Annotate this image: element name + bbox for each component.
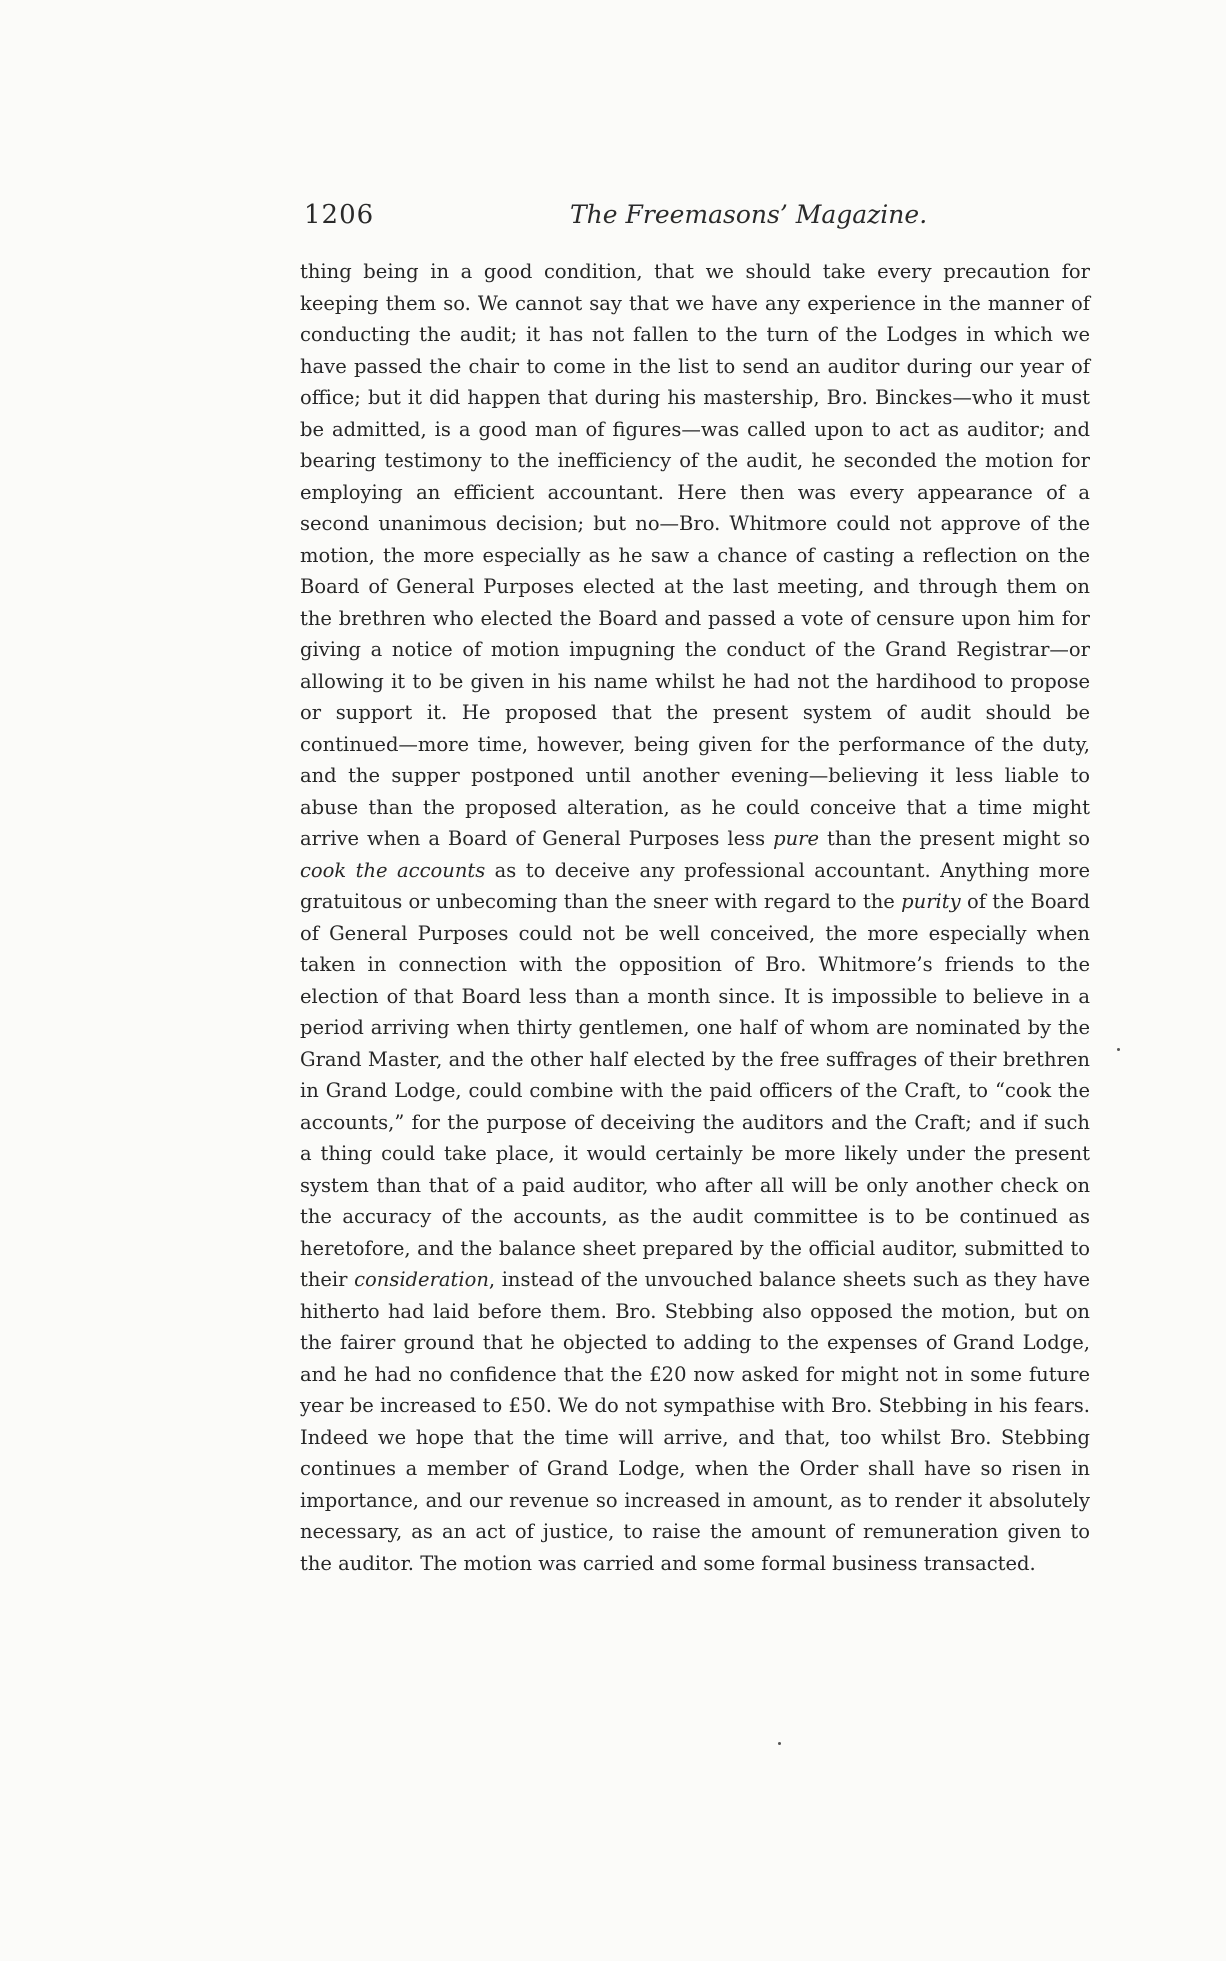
print-speck (1117, 1048, 1120, 1051)
body-text-emphasis: pure (773, 827, 820, 850)
body-text-segment: of the Board of General Purposes could not be well conceived, the more especially when taken in connection with the opposition of Bro. Whitmore’s friends to the election of that Board less than a month since. It is impossible to believe in a period arriving when thirty gentlemen, one half of whom are nominated by the Grand Master, and the other half elected by the free suffrages of their brethren in Grand Lodge, could combine with the paid officers of the Craft, to “cook the accounts,” for the purpose of deceiving the auditors and the Craft; and if such a thing could take place, it would certainly be more likely under the present system than that of a paid auditor, who after all will be only another check on the accuracy of the accounts, as the audit committee is to be continued as heretofore, and the balance sheet prepared by the official auditor, submitted to their (300, 890, 1090, 1291)
body-text-emphasis: consideration (354, 1268, 489, 1291)
body-text-emphasis: purity (901, 890, 961, 913)
body-text-segment: as to deceive any professional accountant. Anything more gratuitous or unbecoming than the sneer with regard to the (300, 858, 1090, 913)
body-text-segment: than the present might so (819, 827, 1090, 850)
body-text-segment: , instead of the unvouched balance sheets such as they have hitherto had laid before them. Bro. Stebbing also opposed the motion, but on the fairer ground that he objected to adding to the expenses of Grand Lodge, and he had no confidence that the £20 now asked for might not in some future year be increased to £50. We do not sympathise with Bro. Stebbing in his fears. Indeed we hope that the time will arrive, and that, too whilst Bro. Stebbing continues a member of Grand Lodge, when the Order shall have so risen in importance, and our revenue so increased in amount, as to render it absolutely necessary, as an act of justice, to raise the amount of remuneration given to the auditor. The motion was carried and some formal business transacted. (300, 1268, 1090, 1575)
page-number: 1206 (304, 200, 375, 230)
article-body (300, 256, 1090, 1579)
body-text-segment: thing being in a good condition, that we should take every precaution for keeping them so. We cannot say that we have any experience in the manner of conducting the audit; it has not fallen to the turn of the Lodges in which we have passed the chair to come in the list to send an auditor during our year of office; but it did happen that during his mastership, Bro. Binckes—who it must be admitted, is a good man of figures—was called upon to act as auditor; and bearing testimony to the inefficiency of the audit, he seconded the motion for employing an efficient accountant. Here then was every appearance of a second unanimous decision; but no—Bro. Whitmore could not approve of the motion, the more especially as he saw a chance of casting a reflection on the Board of General Purposes elected at the last meeting, and through them on the brethren who elected the Board and passed a vote of censure upon him for giving a notice of motion impugning the conduct of the Grand Registrar—or allowing it to be given in his name whilst he had not the hardihood to propose or support it. He proposed that the present system of audit should be continued—more time, however, being given for the performance of the duty, and the supper postponed until another evening—believing it less liable to abuse than the proposed alteration, as he could conceive that a time might arrive when a Board of General Purposes less (300, 260, 1090, 850)
page-header (300, 200, 1090, 240)
body-text-emphasis: cook the accounts (300, 858, 486, 882)
print-speck (778, 1742, 781, 1745)
running-title: The Freemasons’ Magazine. (570, 200, 928, 229)
